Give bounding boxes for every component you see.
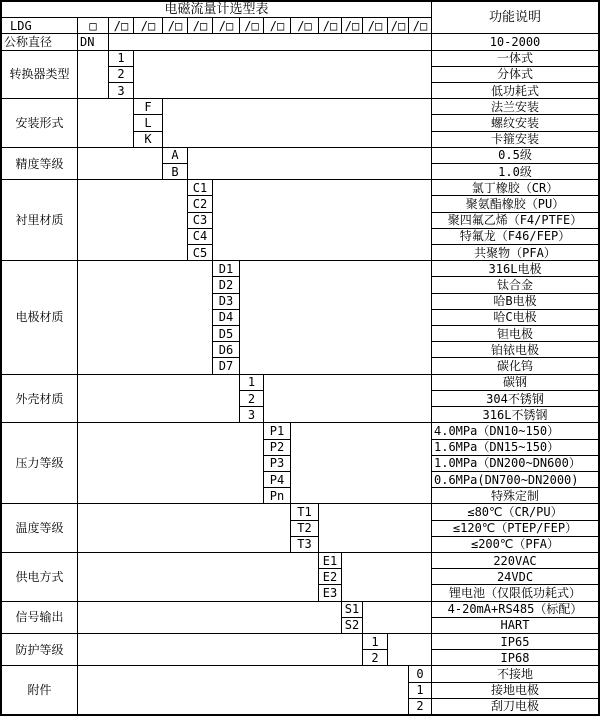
code-box-placeholder: /□ bbox=[342, 18, 362, 33]
group-label: 电极材质 bbox=[2, 261, 77, 373]
code-cell: 0 bbox=[409, 666, 431, 681]
description-cell: 不接地 bbox=[432, 666, 598, 681]
code-box-placeholder: /□ bbox=[319, 18, 341, 33]
diameter-code: DN bbox=[78, 34, 108, 49]
code-box-placeholder: /□ bbox=[134, 18, 162, 33]
description-cell: 1.0MPa（DN200~DN600） bbox=[432, 456, 598, 471]
model-box-placeholder: □ bbox=[78, 18, 108, 33]
spacer-cell bbox=[78, 51, 108, 99]
spacer-cell bbox=[363, 602, 431, 633]
description-cell: 220VAC bbox=[432, 553, 598, 568]
code-cell: C5 bbox=[188, 245, 212, 260]
description-cell: 4-20mA+RS485（标配） bbox=[432, 602, 598, 617]
code-cell: 2 bbox=[409, 699, 431, 714]
code-cell: 3 bbox=[240, 407, 263, 422]
description-cell: IP68 bbox=[432, 650, 598, 665]
code-cell: K bbox=[134, 132, 162, 147]
group-label: 压力等级 bbox=[2, 423, 77, 503]
code-box-placeholder: /□ bbox=[291, 18, 318, 33]
code-box-placeholder: /□ bbox=[240, 18, 263, 33]
spacer-cell bbox=[78, 504, 290, 552]
description-cell: 低功耗式 bbox=[432, 83, 598, 98]
code-cell: P4 bbox=[264, 472, 290, 487]
code-cell: P2 bbox=[264, 440, 290, 455]
code-box-placeholder: /□ bbox=[213, 18, 239, 33]
code-cell: C4 bbox=[188, 229, 212, 244]
description-cell: 特氟龙（F46/FEP） bbox=[432, 229, 598, 244]
code-cell: D4 bbox=[213, 310, 239, 325]
description-cell: 聚四氟乙烯（F4/PTFE） bbox=[432, 213, 598, 228]
code-box-placeholder: /□ bbox=[109, 18, 133, 33]
spacer-cell bbox=[78, 148, 162, 179]
description-cell: 哈B电极 bbox=[432, 294, 598, 309]
spacer-cell bbox=[264, 375, 431, 423]
description-cell: 特殊定制 bbox=[432, 488, 598, 503]
description-cell: ≤200℃（PFA） bbox=[432, 537, 598, 552]
code-cell: E3 bbox=[319, 585, 341, 600]
code-cell: S2 bbox=[342, 618, 362, 633]
description-cell: 304不锈钢 bbox=[432, 391, 598, 406]
spacer-cell bbox=[78, 180, 187, 260]
description-cell: 铂铱电极 bbox=[432, 342, 598, 357]
code-box-placeholder: /□ bbox=[264, 18, 290, 33]
description-cell: 316L电极 bbox=[432, 261, 598, 276]
group-label: 精度等级 bbox=[2, 148, 77, 179]
description-cell: 24VDC bbox=[432, 569, 598, 584]
description-cell: 哈C电极 bbox=[432, 310, 598, 325]
group-label: 附件 bbox=[2, 666, 77, 714]
model-code: LDG bbox=[2, 18, 77, 33]
spacer-cell bbox=[291, 423, 431, 503]
description-cell: 316L不锈钢 bbox=[432, 407, 598, 422]
code-cell: 1 bbox=[409, 683, 431, 698]
description-cell: 一体式 bbox=[432, 51, 598, 66]
code-box-placeholder: /□ bbox=[388, 18, 408, 33]
code-cell: 3 bbox=[109, 83, 133, 98]
spacer-cell bbox=[134, 51, 431, 99]
group-label: 安装形式 bbox=[2, 99, 77, 147]
code-cell: C2 bbox=[188, 196, 212, 211]
group-label: 外壳材质 bbox=[2, 375, 77, 423]
code-cell: E2 bbox=[319, 569, 341, 584]
spacer-cell bbox=[342, 553, 431, 601]
description-cell: 接地电极 bbox=[432, 683, 598, 698]
spacer-cell bbox=[78, 602, 341, 633]
spacer-cell bbox=[78, 375, 239, 423]
function-column-header: 功能说明 bbox=[432, 2, 598, 33]
code-cell: E1 bbox=[319, 553, 341, 568]
spacer-cell bbox=[109, 34, 431, 49]
spacer-cell bbox=[388, 634, 431, 665]
description-cell: 氯丁橡胶（CR） bbox=[432, 180, 598, 195]
description-cell: 法兰安装 bbox=[432, 99, 598, 114]
code-cell: C1 bbox=[188, 180, 212, 195]
description-cell: 刮刀电极 bbox=[432, 699, 598, 714]
description-cell: 分体式 bbox=[432, 67, 598, 82]
description-cell: 1.6MPa（DN15~150） bbox=[432, 440, 598, 455]
code-cell: F bbox=[134, 99, 162, 114]
code-cell: T2 bbox=[291, 521, 318, 536]
description-cell: IP65 bbox=[432, 634, 598, 649]
code-cell: 2 bbox=[363, 650, 387, 665]
code-cell: 2 bbox=[240, 391, 263, 406]
group-label: 衬里材质 bbox=[2, 180, 77, 260]
description-cell: ≤120℃（PTEP/FEP） bbox=[432, 521, 598, 536]
description-cell: 钛合金 bbox=[432, 277, 598, 292]
description-cell: ≤80℃（CR/PU） bbox=[432, 504, 598, 519]
description-cell: 碳化钨 bbox=[432, 358, 598, 373]
spacer-cell bbox=[213, 180, 431, 260]
description-cell: 4.0MPa（DN10~150） bbox=[432, 423, 598, 438]
description-cell: HART bbox=[432, 618, 598, 633]
description-cell: 0.5级 bbox=[432, 148, 598, 163]
group-label: 信号输出 bbox=[2, 602, 77, 633]
code-cell: Pn bbox=[264, 488, 290, 503]
code-cell: 2 bbox=[109, 67, 133, 82]
code-cell: P1 bbox=[264, 423, 290, 438]
code-cell: D7 bbox=[213, 358, 239, 373]
code-cell: 1 bbox=[109, 51, 133, 66]
diameter-description: 10-2000 bbox=[432, 34, 598, 49]
code-box-placeholder: /□ bbox=[188, 18, 212, 33]
code-box-placeholder: /□ bbox=[363, 18, 387, 33]
diameter-row-label: 公称直径 bbox=[2, 34, 77, 49]
spacer-cell bbox=[188, 148, 431, 179]
code-cell: T1 bbox=[291, 504, 318, 519]
spacer-cell bbox=[78, 99, 133, 147]
code-cell: 1 bbox=[240, 375, 263, 390]
table-title: 电磁流量计选型表 bbox=[2, 2, 431, 17]
description-cell: 聚氨酯橡胶（PU） bbox=[432, 196, 598, 211]
code-cell: L bbox=[134, 115, 162, 130]
group-label: 供电方式 bbox=[2, 553, 77, 601]
group-label: 转换器类型 bbox=[2, 51, 77, 99]
code-box-placeholder: /□ bbox=[163, 18, 187, 33]
code-cell: D6 bbox=[213, 342, 239, 357]
code-cell: P3 bbox=[264, 456, 290, 471]
spacer-cell bbox=[240, 261, 431, 373]
group-label: 防护等级 bbox=[2, 634, 77, 665]
code-cell: D2 bbox=[213, 277, 239, 292]
code-cell: D5 bbox=[213, 326, 239, 341]
code-box-placeholder: /□ bbox=[409, 18, 431, 33]
spacer-cell bbox=[163, 99, 431, 147]
code-cell: S1 bbox=[342, 602, 362, 617]
spacer-cell bbox=[319, 504, 431, 552]
code-cell: T3 bbox=[291, 537, 318, 552]
description-cell: 0.6MPa(DN700~DN2000) bbox=[432, 472, 598, 487]
description-cell: 锂电池（仅限低功耗式） bbox=[432, 585, 598, 600]
spacer-cell bbox=[78, 634, 362, 665]
description-cell: 钽电极 bbox=[432, 326, 598, 341]
spacer-cell bbox=[78, 666, 408, 714]
code-cell: 1 bbox=[363, 634, 387, 649]
spacer-cell bbox=[78, 423, 263, 503]
description-cell: 1.0级 bbox=[432, 164, 598, 179]
description-cell: 共聚物（PFA） bbox=[432, 245, 598, 260]
code-cell: C3 bbox=[188, 213, 212, 228]
spacer-cell bbox=[78, 553, 318, 601]
group-label: 温度等级 bbox=[2, 504, 77, 552]
description-cell: 卡箍安装 bbox=[432, 132, 598, 147]
spacer-cell bbox=[78, 261, 212, 373]
description-cell: 碳钢 bbox=[432, 375, 598, 390]
code-cell: D1 bbox=[213, 261, 239, 276]
code-cell: A bbox=[163, 148, 187, 163]
code-cell: B bbox=[163, 164, 187, 179]
description-cell: 螺纹安装 bbox=[432, 115, 598, 130]
code-cell: D3 bbox=[213, 294, 239, 309]
